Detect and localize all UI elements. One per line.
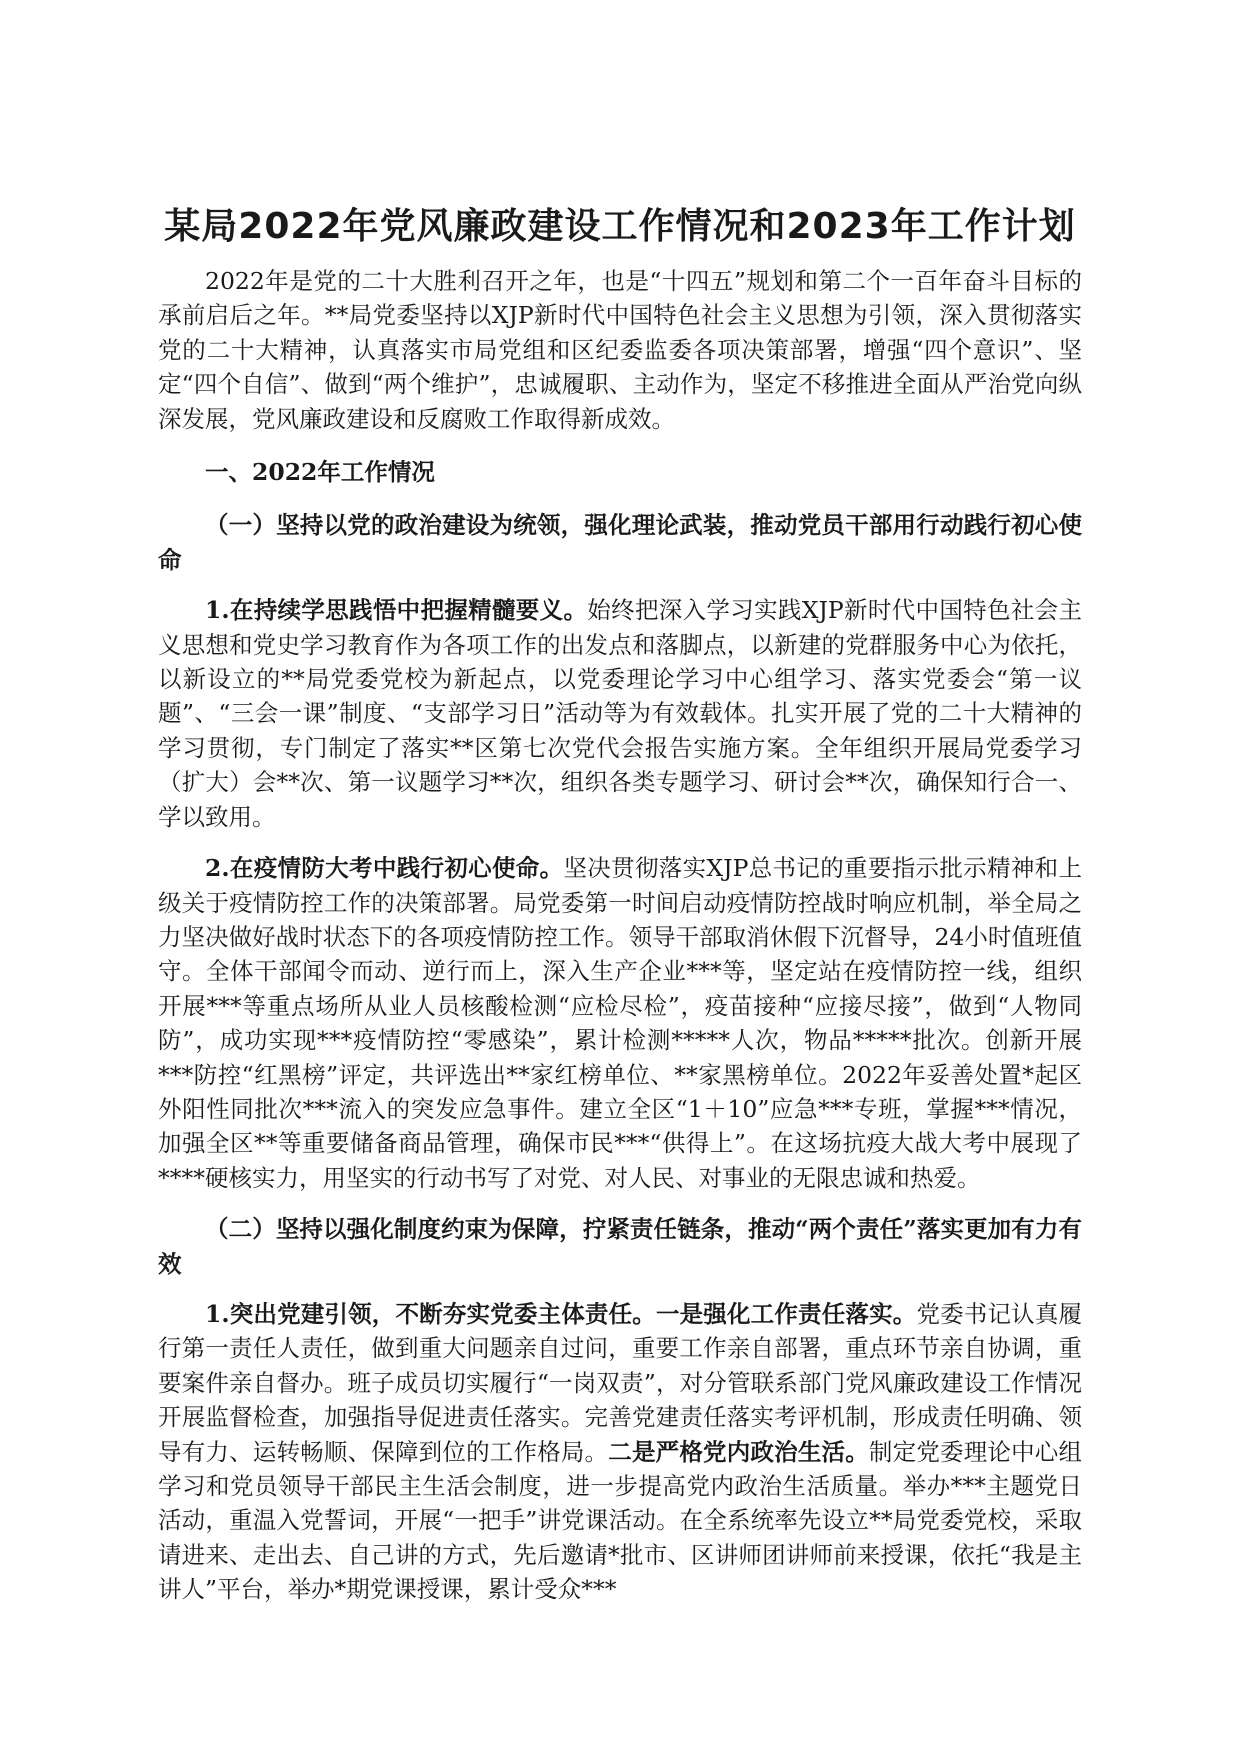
intro-paragraph: 2022年是党的二十大胜利召开之年，也是“十四五”规划和第二个一百年奋斗目标的承前启后之年。**局党委坚持以XJP新时代中国特色社会主义思想为引领，深入贯彻落实党的二十大精神，认真落实市局党组和区纪委监委各项决策部署，增强“四个意识”、坚定“四个自信”、做到“两个维护”，忠诚履职、主动作为，坚定不移推进全面从严治党向纵深发展，党风廉政建设和反腐败工作取得新成效。 (158, 267, 1082, 433)
item-3-text-1: 党委书记认真履行第一责任人责任，做到重大问题亲自过问，重要工作亲自部署，重点环节亲自协调，重要案件亲自督办。班子成员切实履行“一岗双责”，对分管联系部门党风廉政建设工作情况开展监督检查，加强指导促进责任落实。完善党建责任落实考评机制，形成责任明确、领导有力、运转畅顺、保障到位的工作格局。 (158, 1299, 1083, 1466)
item-3-sublead-2: 二是严格党内政治生活。 (608, 1437, 869, 1466)
subsection-heading-1: （一）坚持以党的政治建设为统领，强化理论武装，推动党员干部用行动践行初心使命 (158, 511, 1082, 574)
section-heading-1: 一、2022年工作情况 (205, 458, 435, 487)
item-3-text-2: 制定党委理论中心组学习和党员领导干部民主生活会制度，进一步提高党内政治生活质量。举办***主题党日活动，重温入党誓词，开展“一把手”讲党课活动。在全系统率先设立**局党委党校，采取请进来、走出去、自己讲的方式，先后邀请*批市、区讲师团讲师前来授课，依托“我是主讲人”平台，举办*期党课授课，累计受众*** (158, 1437, 1083, 1604)
paragraph-item-3 (158, 1297, 1082, 1607)
item-2-lead: 2.在疫情防大考中践行初心使命。 (205, 854, 564, 883)
document-body (158, 264, 1082, 1607)
item-2-text: 坚决贯彻落实XJP总书记的重要指示批示精神和上级关于疫情防控工作的决策部署。局党委第一时间启动疫情防控战时响应机制，举全局之力坚决做好战时状态下的各项疫情防控工作。领导干部取消休假下沉督导，24小时值班值守。全体干部闻令而动、逆行而上，深入生产企业***等，坚定站在疫情防控一线，组织开展***等重点场所从业人员核酸检测“应检尽检”，疫苗接种“应接尽接”，做到“人物同防”，成功实现***疫情防控“零感染”，累计检测*****人次，物品*****批次。创新开展***防控“红黑榜”评定，共评选出**家红榜单位、**家黑榜单位。2022年妥善处置*起区外阳性同批次***流入的突发应急事件。建立全区“1＋10”应急***专班，掌握***情况，加强全区**等重要储备商品管理，确保市民***“供得上”。在这场抗疫大战大考中展现了****硬核实力，用坚实的行动书写了对党、对人民、对事业的无限忠诚和热爱。 (158, 854, 1082, 1192)
subsection-heading-2: （二）坚持以强化制度约束为保障，拧紧责任链条，推动“两个责任”落实更加有力有效 (158, 1215, 1082, 1278)
item-3-sublead-1: 一是强化工作责任落实。 (655, 1299, 917, 1328)
paragraph-item-2 (158, 851, 1082, 1195)
item-1-text: 始终把深入学习实践XJP新时代中国特色社会主义思想和党史学习教育作为各项工作的出发点和落脚点，以新建的党群服务中心为依托，以新设立的**局党委党校为新起点，以党委理论学习中心组学习、落实党委会“第一议题”、“三会一课”制度、“支部学习日”活动等为有效载体。扎实开展了党的二十大精神的学习贯彻，专门制定了落实**区第七次党代会报告实施方案。全年组织开展局党委学习（扩大）会**次、第一议题学习**次，组织各类专题学习、研讨会**次，确保知行合一、学以致用。 (158, 596, 1082, 831)
item-1-lead: 1.在持续学思践悟中把握精髓要义。 (205, 596, 588, 625)
item-3-lead: 1.突出党建引领，不断夯实党委主体责任。 (205, 1299, 656, 1328)
paragraph-item-1 (158, 593, 1082, 834)
document-title: 某局2022年党风廉政建设工作情况和2023年工作计划 (164, 206, 1076, 247)
